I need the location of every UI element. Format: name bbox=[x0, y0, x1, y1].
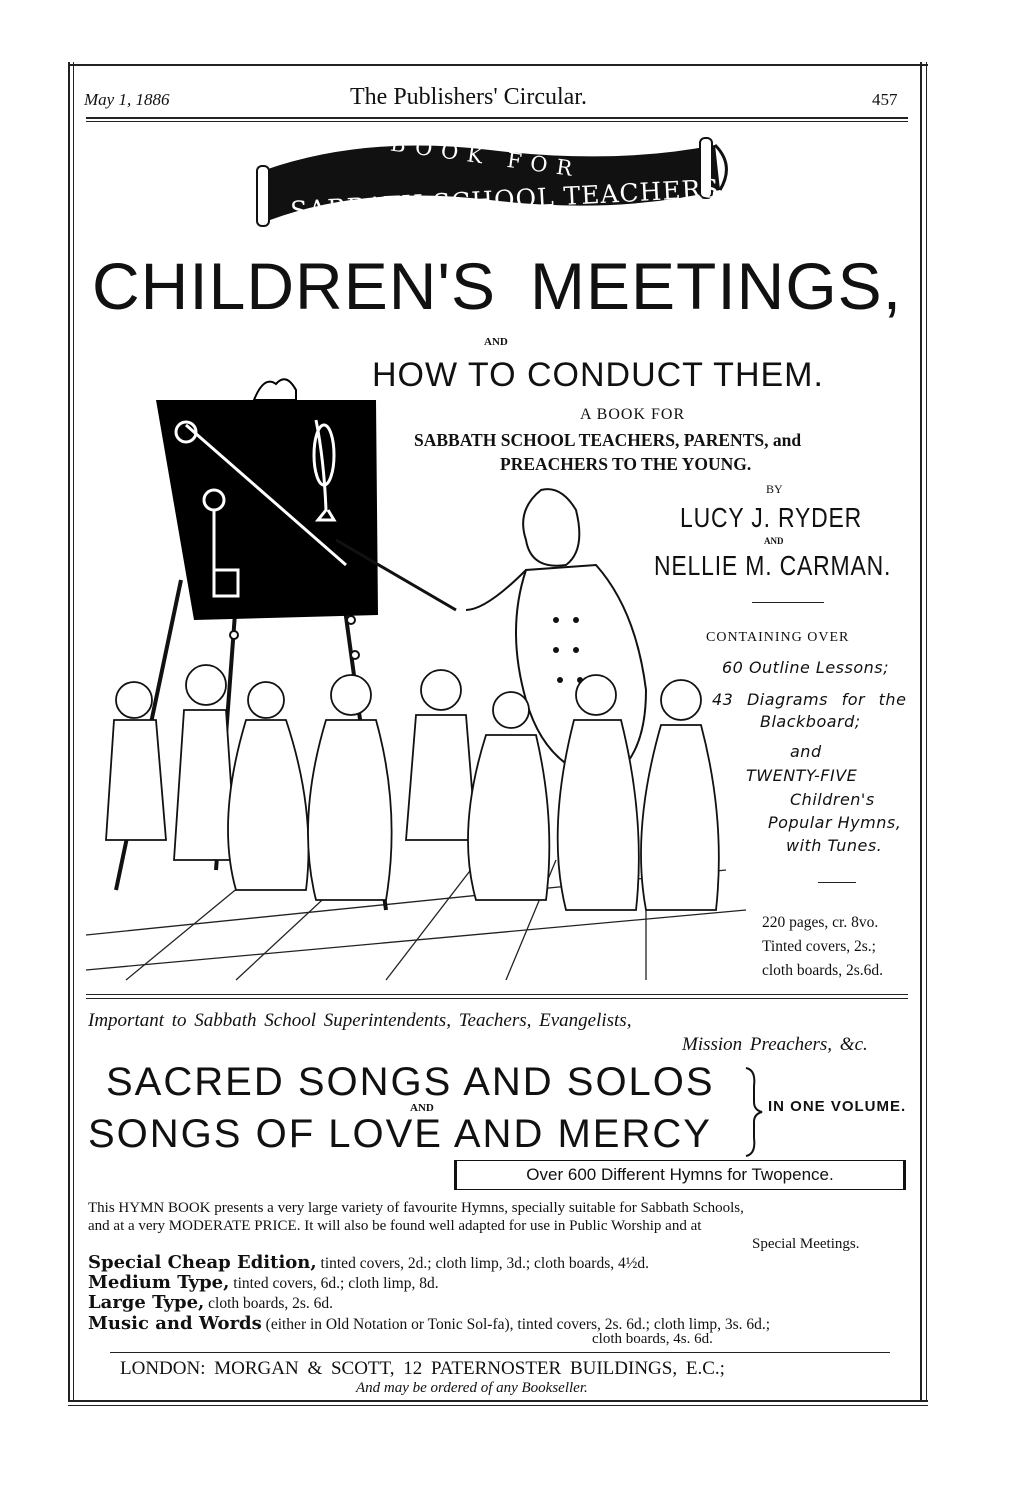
footer-note: And may be ordered of any Bookseller. bbox=[356, 1380, 588, 1396]
edition-medium bbox=[88, 1272, 439, 1293]
edition-large-name: Large Type, bbox=[88, 1292, 205, 1313]
edition-large bbox=[88, 1292, 333, 1313]
content-line-3: Blackboard; bbox=[760, 712, 861, 731]
content-line-4: and bbox=[790, 742, 822, 761]
book-title-and: AND bbox=[484, 336, 508, 348]
edition-large-text: cloth boards, 2s. 6d. bbox=[208, 1295, 334, 1312]
detail-pages: 220 pages, cr. 8vo. bbox=[762, 914, 879, 931]
edition-music-text: (either in Old Notation or Tonic Sol-fa), tinted covers, 2s. 6d.; cloth limp, 3s. 6d.; bbox=[265, 1316, 771, 1333]
detail-tinted: Tinted covers, 2s.; bbox=[762, 938, 876, 955]
songs-intro-line1: Important to Sabbath School Superintendents, Teachers, Evangelists, bbox=[88, 1010, 632, 1031]
author-ornament bbox=[752, 602, 824, 603]
author2: NELLIE M. CARMAN. bbox=[654, 550, 892, 581]
page-border-bottom bbox=[68, 1400, 928, 1402]
songs-and: AND bbox=[410, 1102, 434, 1114]
page-border-right-inner bbox=[926, 62, 927, 1402]
songs-intro-line2: Mission Preachers, &c. bbox=[682, 1034, 868, 1055]
songs-desc-line2: and at a very MODERATE PRICE. It will also be found well adapted for use in Public Worship and at bbox=[88, 1218, 702, 1234]
songs-brace bbox=[742, 1066, 764, 1158]
edition-music-line2: cloth boards, 4s. 6d. bbox=[592, 1331, 713, 1347]
edition-special-text: tinted covers, 2d.; cloth limp, 3d.; cloth boards, 4½d. bbox=[320, 1255, 649, 1272]
content-line-7: Popular Hymns, bbox=[768, 813, 902, 832]
page-border-right bbox=[920, 62, 922, 1402]
a-book-for: A BOOK FOR bbox=[580, 406, 686, 423]
content-line-1: 60 Outline Lessons; bbox=[722, 658, 889, 677]
page-border-left-inner bbox=[73, 62, 74, 1402]
detail-cloth: cloth boards, 2s.6d. bbox=[762, 962, 883, 979]
page-border-bottom-inner bbox=[68, 1405, 928, 1406]
header-rule-thin bbox=[86, 121, 908, 122]
edition-medium-name: Medium Type, bbox=[88, 1272, 230, 1293]
edition-special bbox=[88, 1252, 649, 1273]
content-line-6: Children's bbox=[790, 790, 875, 809]
footer-rule bbox=[110, 1352, 890, 1353]
content-line-2: 43 Diagrams for the bbox=[712, 690, 907, 709]
header-rule bbox=[86, 117, 908, 119]
header-title: The Publishers' Circular. bbox=[350, 84, 587, 110]
book-subtitle: HOW TO CONDUCT THEM. bbox=[372, 356, 824, 394]
content-line-8: with Tunes. bbox=[786, 836, 883, 855]
banner-bottom-line: SABBATH SCHOOL TEACHERS bbox=[289, 173, 721, 226]
banner-top-line: A BOOK FOR bbox=[349, 125, 583, 183]
songs-volume: IN ONE VOLUME. bbox=[768, 1098, 907, 1115]
songs-desc-line1: This HYMN BOOK presents a very large variety of favourite Hymns, specially suitable for Sabbath Schools, bbox=[88, 1200, 744, 1216]
section-divider bbox=[86, 994, 908, 995]
containing-label: CONTAINING OVER bbox=[706, 630, 850, 645]
book-title-part2: MEETINGS, bbox=[530, 249, 903, 323]
songs-title1: SACRED SONGS AND SOLOS bbox=[106, 1060, 715, 1104]
author1: LUCY J. RYDER bbox=[680, 502, 863, 533]
songs-title2: SONGS OF LOVE AND MERCY bbox=[88, 1112, 712, 1156]
songs-desc-line3: Special Meetings. bbox=[752, 1236, 860, 1252]
footer-publisher: LONDON: MORGAN & SCOTT, 12 PATERNOSTER BUILDINGS, E.C.; bbox=[120, 1358, 725, 1379]
songs-boxed-offer: Over 600 Different Hymns for Twopence. bbox=[454, 1160, 906, 1190]
header-page-number: 457 bbox=[872, 90, 898, 109]
page-border-top bbox=[68, 64, 928, 66]
details-divider bbox=[818, 882, 856, 883]
audience-line1: SABBATH SCHOOL TEACHERS, PARENTS, and bbox=[414, 430, 802, 450]
section-divider-2 bbox=[86, 998, 908, 999]
edition-music-name: Music and Words bbox=[88, 1313, 262, 1334]
edition-special-name: Special Cheap Edition, bbox=[88, 1252, 317, 1273]
header-date: May 1, 1886 bbox=[84, 90, 170, 109]
book-title-part1: CHILDREN'S bbox=[92, 249, 497, 323]
content-line-5: TWENTY-FIVE bbox=[746, 766, 858, 785]
page-border-left bbox=[68, 62, 70, 1402]
edition-medium-text: tinted covers, 6d.; cloth limp, 8d. bbox=[233, 1275, 439, 1292]
by-label: BY bbox=[766, 482, 783, 496]
audience-line2: PREACHERS TO THE YOUNG. bbox=[500, 454, 752, 474]
author-and: AND bbox=[764, 536, 784, 546]
